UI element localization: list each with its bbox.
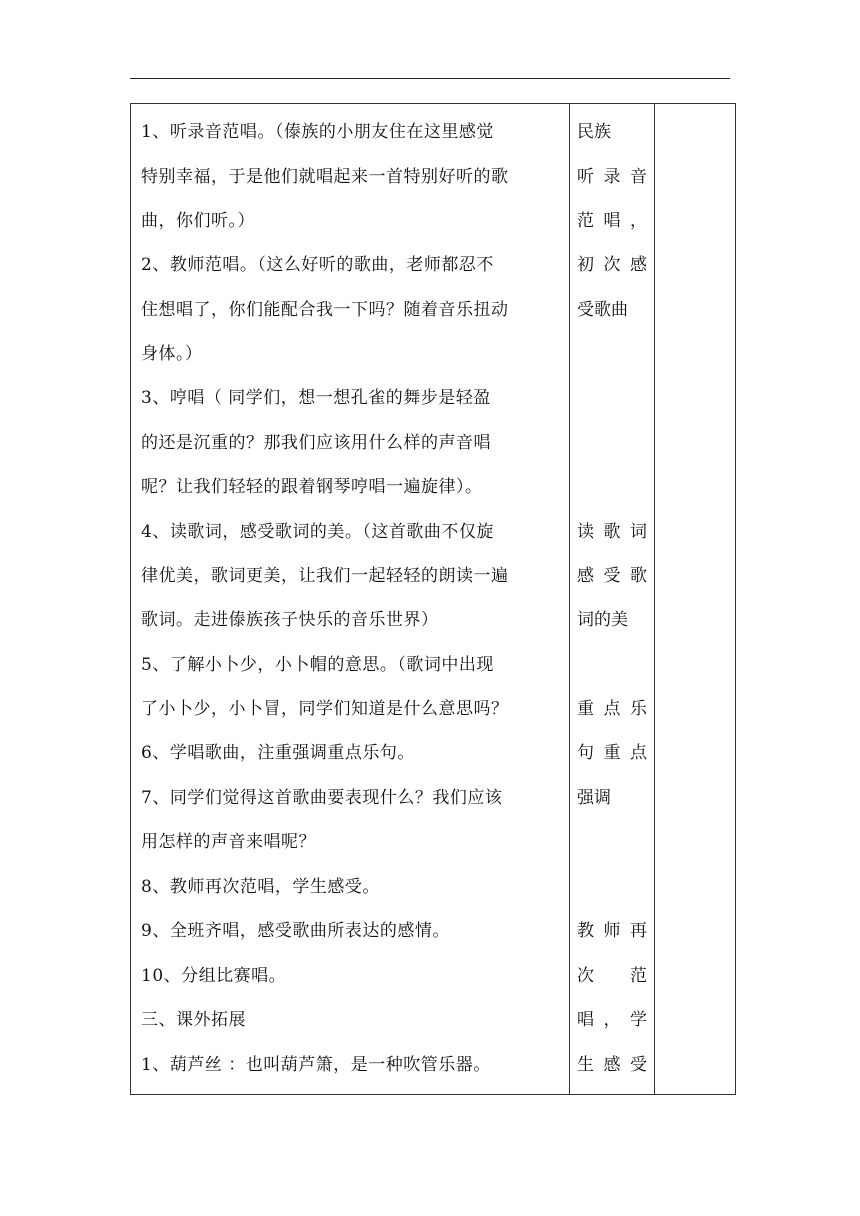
procedure-line: 9、全班齐唱，感受歌曲所表达的感情。 — [141, 921, 450, 941]
procedure-line: 5、了解小卜少，小卜帽的意思。（歌词中出现 — [141, 655, 494, 675]
intent-line: 初次感 — [577, 255, 647, 275]
intent-line: 重点乐 — [577, 699, 647, 719]
procedure-line: 8、教师再次范唱，学生感受。 — [141, 877, 380, 897]
procedure-line: 1、听录音范唱。（傣族的小朋友住在这里感觉 — [141, 122, 494, 142]
procedure-cell — [131, 104, 569, 1094]
procedure-line: 特别幸福，于是他们就唱起来一首特别好听的歌 — [141, 167, 509, 187]
intent-line: 感受歌 — [577, 566, 647, 586]
procedure-line: 2、教师范唱。（这么好听的歌曲，老师都忍不 — [141, 255, 494, 275]
procedure-line: 歌词。走进傣族孩子快乐的音乐世界） — [141, 610, 439, 630]
procedure-line: 三、课外拓展 — [141, 1010, 246, 1030]
intent-line: 强调 — [577, 788, 611, 808]
procedure-line: 住想唱了，你们能配合我一下吗？随着音乐扭动 — [141, 300, 509, 320]
intent-line: 听录音 — [577, 167, 647, 187]
intent-line: 次 范 — [577, 966, 647, 986]
procedure-line: 的还是沉重的？那我们应该用什么样的声音唱 — [141, 433, 491, 453]
intent-line: 受歌曲 — [577, 300, 628, 320]
procedure-line: 10、分组比赛唱。 — [141, 966, 287, 986]
procedure-line: 曲，你们听。） — [141, 211, 255, 231]
intent-line: 教师再 — [577, 921, 647, 941]
header-rule — [130, 78, 730, 79]
intent-line: 生感受 — [577, 1055, 647, 1075]
lesson-plan-table — [130, 103, 736, 1095]
procedure-line: 1、葫芦丝 ：也叫葫芦箫，是一种吹管乐器。 — [141, 1055, 491, 1075]
intent-line: 民族 — [577, 122, 611, 142]
procedure-line: 律优美，歌词更美，让我们一起轻轻的朗读一遍 — [141, 566, 509, 586]
procedure-line: 了小卜少，小卜冒，同学们知道是什么意思吗？ — [141, 699, 509, 719]
procedure-line: 身体。） — [141, 344, 203, 364]
intent-line: 范唱， — [577, 211, 647, 231]
intent-line: 读歌词 — [577, 522, 647, 542]
procedure-line: 用怎样的声音来唱呢？ — [141, 832, 316, 852]
procedure-line: 呢？让我们轻轻的跟着钢琴哼唱一遍旋律）。 — [141, 477, 483, 497]
procedure-line: 3、哼唱（ 同学们，想一想孔雀的舞步是轻盈 — [141, 388, 491, 408]
procedure-line: 7、同学们觉得这首歌曲要表现什么？我们应该 — [141, 788, 503, 808]
procedure-line: 6、学唱歌曲，注重强调重点乐句。 — [141, 743, 415, 763]
procedure-line: 4、读歌词，感受歌词的美。（这首歌曲不仅旋 — [141, 522, 494, 542]
empty-cell — [654, 104, 735, 1094]
intent-line: 句重点 — [577, 743, 647, 763]
intent-cell — [569, 104, 654, 1094]
intent-line: 词的美 — [577, 610, 628, 630]
intent-line: 唱，学 — [577, 1010, 647, 1030]
